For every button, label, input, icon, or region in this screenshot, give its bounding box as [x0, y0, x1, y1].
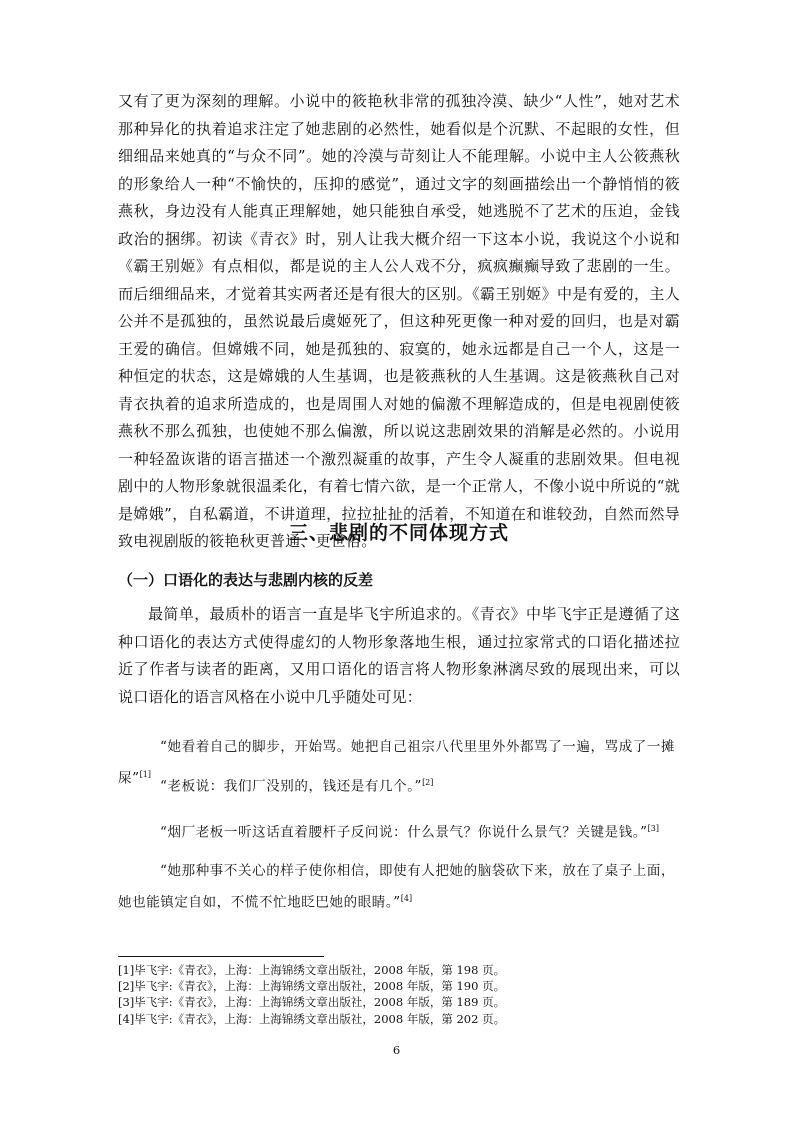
- footnote-2: [2]毕飞宇:《青衣》，上海：上海锦绣文章出版社，2008 年版，第 190 页。: [118, 979, 506, 994]
- section-heading: 三、悲剧的不同体现方式: [288, 522, 509, 544]
- quotation-2: [118, 769, 680, 801]
- page-number: 6: [392, 1043, 401, 1057]
- body-paragraph-intro: 最简单，最质朴的语言一直是毕飞宇所追求的。《青衣》中毕飞宇正是遵循了这种口语化的表达方式使得虚幻的人物形象落地生根，通过拉家常式的口语化描述拉近了作者与读者的距离，又用口语化的语言将人物形象淋漓尽致的展现出来，可以说口语化的语言风格在小说中几乎随处可见：: [118, 605, 680, 706]
- footnote-3: [3]毕飞宇:《青衣》，上海：上海锦绣文章出版社，2008 年版，第 189 页。: [118, 995, 506, 1010]
- footnote-1: [1]毕飞宇:《青衣》，上海：上海锦绣文章出版社，2008 年版，第 198 页。: [118, 963, 506, 977]
- quotation-text: “老板说：我们厂没别的，钱还是有几个。”: [160, 778, 423, 795]
- footnote-4: [4]毕飞宇:《青衣》，上海：上海锦绣文章出版社，2008 年版，第 202 页。: [118, 1011, 506, 1026]
- footnote-marker: [4]: [400, 894, 413, 903]
- quotation-text: “她看着自己的脚步，开始骂。她把自己祖宗八代里里外外都骂了一遍，骂成了一摊屎”: [118, 739, 676, 787]
- footnote-divider: [118, 956, 324, 957]
- quotation-text: “烟厂老板一听这话直着腰杆子反问说：什么景气？你说什么景气？关键是钱。”: [160, 824, 648, 841]
- body-paragraph-continued: 又有了更为深刻的理解。小说中的筱艳秋非常的孤独冷漠、缺少“人性”，她对艺术那种异化的执着追求注定了她悲剧的必然性，她看似是个沉默、不起眼的女性，但细细品来她真的“与众不同”。她的冷漠与苛刻让人不能理解。小说中主人公筱燕秋的形象给人一种“不愉快的，压抑的感觉”，通过文字的刻画描绘出一个静悄悄的筱燕秋，身边没有人能真正理解她，她只能独自承受，她逃脱不了艺术的压迫，金钱政治的捆绑。初读《青衣》时，别人让我大概介绍一下这本小说，我说这个小说和《霸王别姬》有点相似，都是说的主人公人戏不分，疯疯癫癫导致了悲剧的一生。而后细细品来，才觉着其实两者还是有很大的区别。《霸王别姬》中是有爱的，主人公并不是孤独的，虽然说最后虞姬死了，但这种死更像一种对爱的回归，也是对霸王爱的确信。但嫦娥不同，她是孤独的、寂寞的，她永远都是自己一个人，这是一种恒定的状态，这是嫦娥的人生基调，也是筱燕秋的人生基调。这是筱燕秋自己对青衣执着的追求所造成的，也是周围人对她的偏激不理解造成的，但是电视剧使筱燕秋不那么孤独，也使她不那么偏激，所以说这悲剧效果的消解是必然的。小说用一种轻盈诙谐的语言描述一个激烈凝重的故事，产生令人凝重的悲剧效果。但电视剧中的人物形象就很温柔化，有着七情六欲，是一个正常人，不像小说中所说的“就是嫦娥”，自私霸道，不讲道理，拉拉扯扯的活着，不知道在和谁较劲，自然而然导致电视剧版的筱艳秋更普通、更世俗。: [118, 92, 680, 550]
- quotation-4: [118, 857, 680, 917]
- footnote-marker: [3]: [647, 824, 659, 833]
- footnote-marker: [1]: [139, 770, 151, 779]
- subsection-heading: （一）口语化的表达与悲剧内核的反差: [118, 571, 374, 589]
- quotation-3: [118, 815, 680, 847]
- footnote-marker: [2]: [422, 778, 434, 787]
- footnotes: [118, 962, 680, 1027]
- quotation-text: “她那种事不关心的样子使你相信，即使有人把她的脑袋砍下来，放在了桌子上面，她也能镇定自如，不慌不忙地眨巴她的眼睛。”: [118, 863, 676, 911]
